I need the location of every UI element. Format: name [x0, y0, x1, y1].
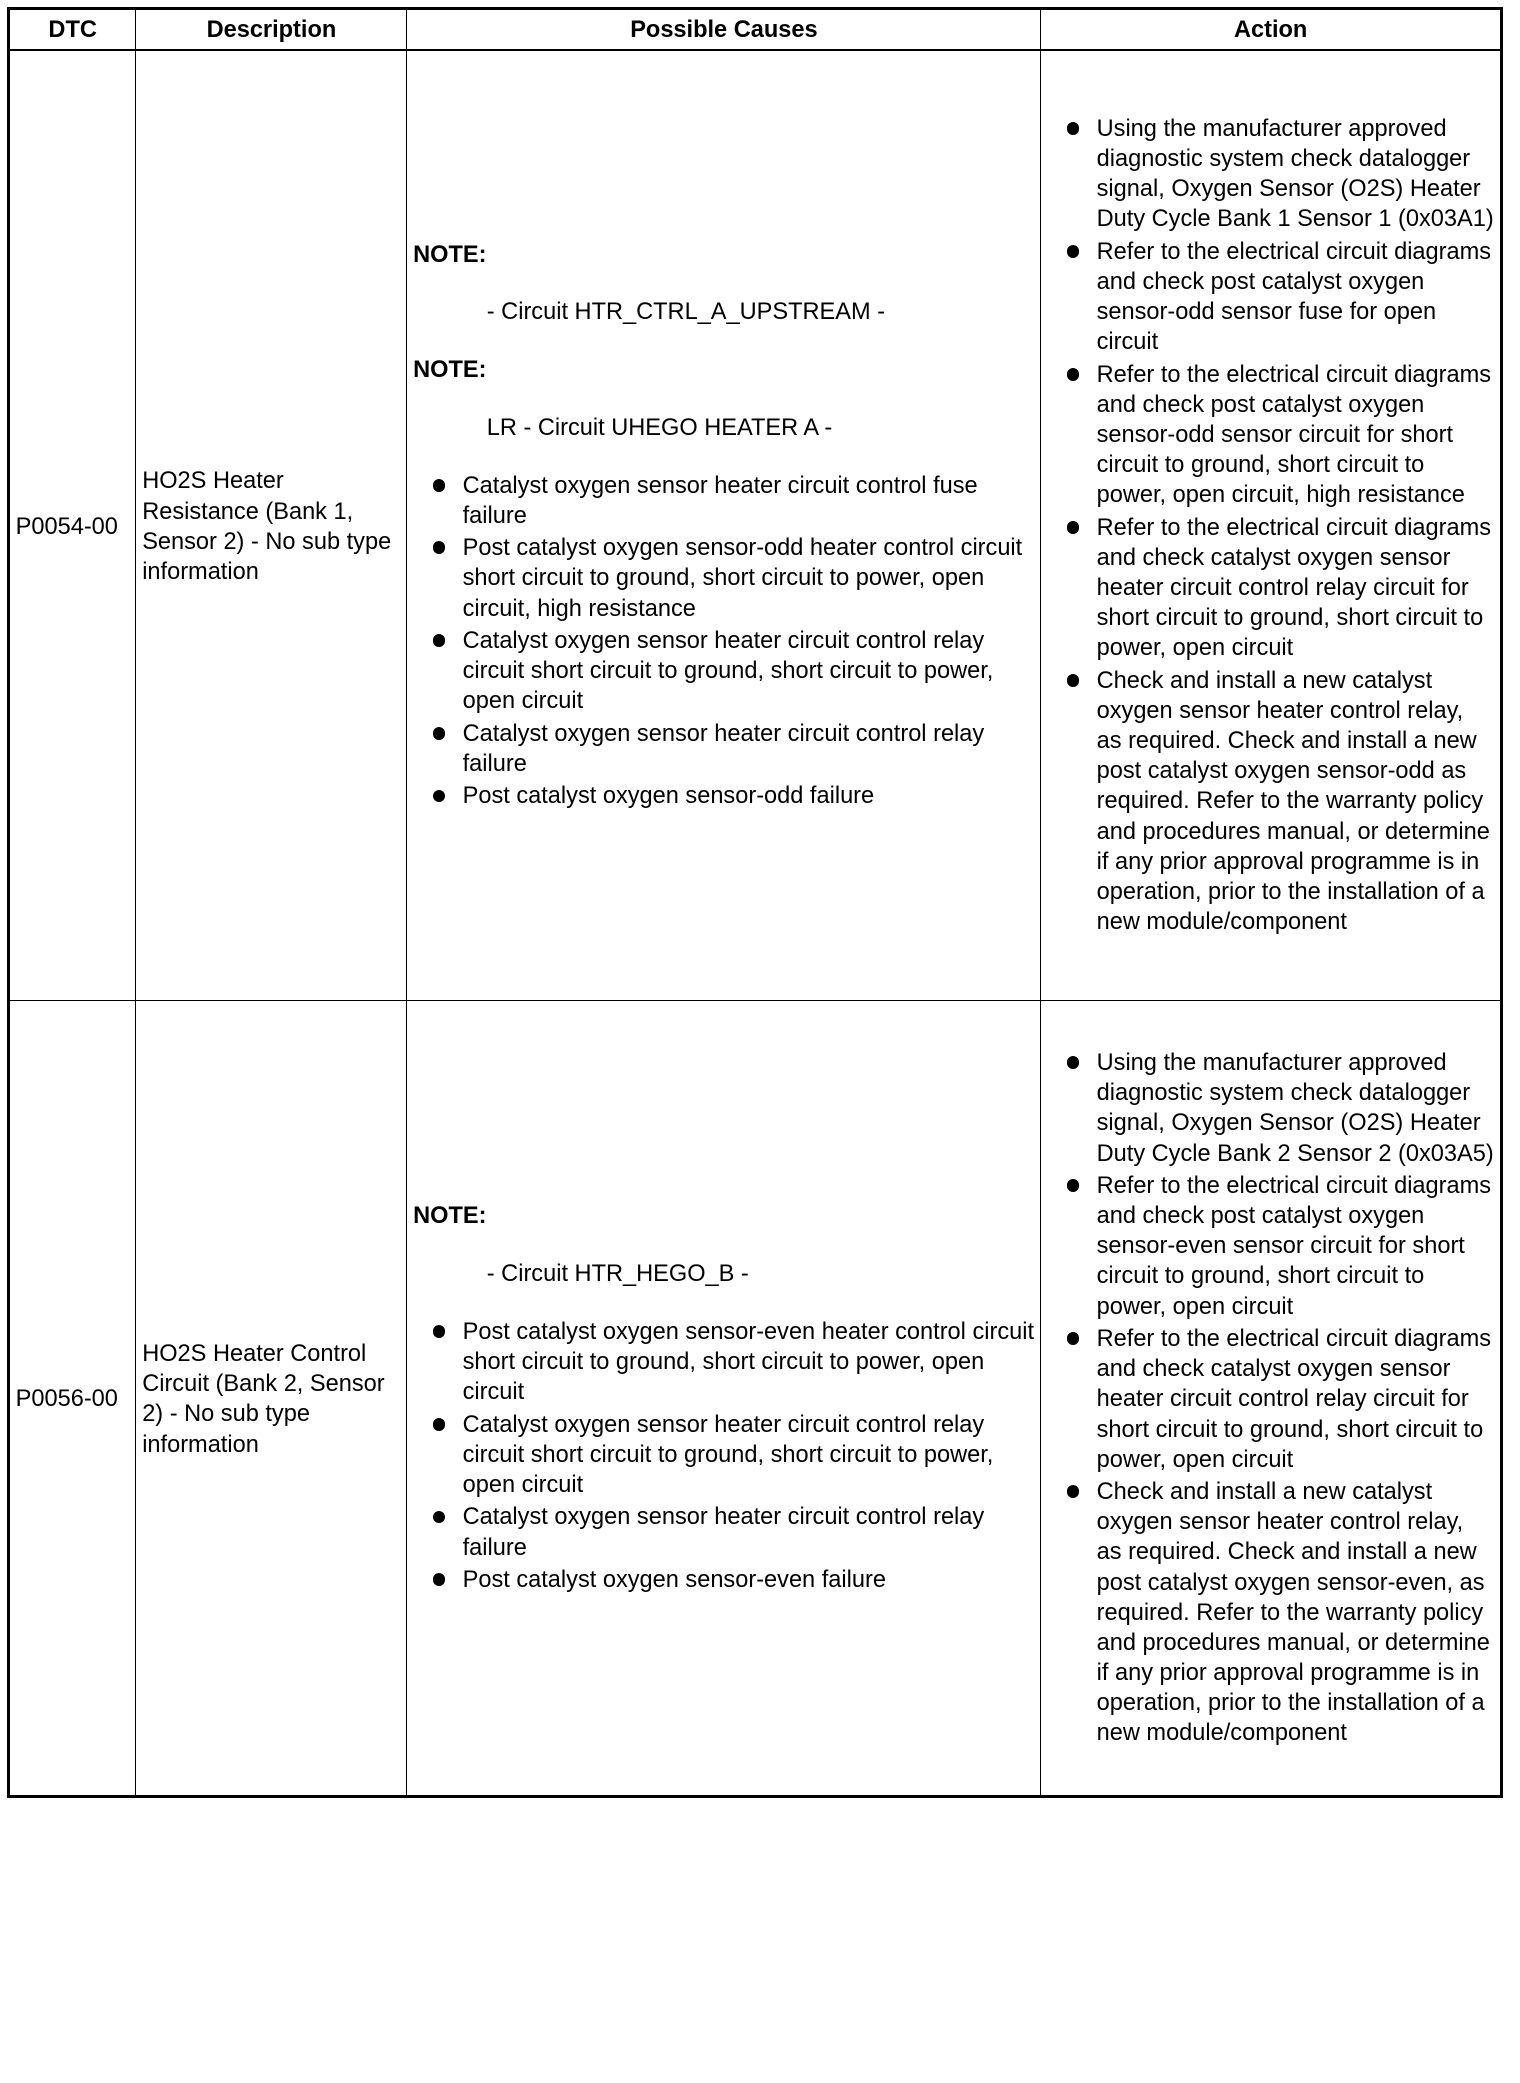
header-description: Description [136, 8, 407, 50]
table-header-row [8, 8, 1501, 50]
action-item: Using the manufacturer approved diagnostic system check datalogger signal, Oxygen Sensor (O2S) Heater Duty Cycle Bank 2 Sensor 2 (0x03A5) [1047, 1047, 1494, 1168]
cause-item: Catalyst oxygen sensor heater circuit control relay circuit short circuit to ground, short circuit to power, open circuit [413, 1409, 1035, 1499]
header-dtc: DTC [8, 8, 136, 50]
dtc-table [7, 7, 1503, 1799]
cause-item: Catalyst oxygen sensor heater circuit control relay failure [413, 718, 1035, 778]
table-row [8, 50, 1501, 1001]
cause-item: Post catalyst oxygen sensor-odd failure [413, 780, 1035, 810]
action-item: Refer to the electrical circuit diagrams and check catalyst oxygen sensor heater circuit control relay circuit for short circuit to ground, short circuit to power, open circuit [1047, 1323, 1494, 1474]
dtc-code: P0056-00 [8, 1001, 136, 1797]
cause-item: Post catalyst oxygen sensor-even failure [413, 1564, 1035, 1594]
note-text: - Circuit HTR_HEGO_B - [486, 1260, 749, 1287]
possible-causes-cell [407, 1001, 1041, 1797]
cause-item: Catalyst oxygen sensor heater circuit control relay circuit short circuit to ground, short circuit to power, open circuit [413, 625, 1035, 715]
dtc-description: HO2S Heater Resistance (Bank 1, Sensor 2) - No sub type information [136, 50, 407, 1001]
note-text: - Circuit HTR_CTRL_A_UPSTREAM - [486, 298, 886, 325]
dtc-description: HO2S Heater Control Circuit (Bank 2, Sensor 2) - No sub type information [136, 1001, 407, 1797]
possible-causes-cell [407, 50, 1041, 1001]
header-possible-causes: Possible Causes [407, 8, 1041, 50]
cause-list [413, 1316, 1035, 1594]
note-label: NOTE: [413, 356, 487, 383]
cause-item: Catalyst oxygen sensor heater circuit control relay failure [413, 1501, 1035, 1561]
cause-item: Post catalyst oxygen sensor-even heater control circuit short circuit to ground, short circuit to power, open circuit [413, 1316, 1035, 1406]
action-item: Check and install a new catalyst oxygen sensor heater control relay, as required. Check and install a new post catalyst oxygen sensor-odd as required. Refer to the warranty policy and procedures manual, or determine if any prior approval programme is in operation, prior to the installation of a new module/component [1047, 665, 1494, 936]
action-item: Refer to the electrical circuit diagrams and check post catalyst oxygen sensor-odd sensor fuse for open circuit [1047, 236, 1494, 357]
action-item: Refer to the electrical circuit diagrams and check post catalyst oxygen sensor-odd sensor circuit for short circuit to ground, short circuit to power, open circuit, high resistance [1047, 359, 1494, 510]
action-list [1047, 1047, 1494, 1747]
table-row [8, 1001, 1501, 1797]
header-action: Action [1041, 8, 1502, 50]
note-label: NOTE: [413, 1202, 487, 1229]
action-item: Check and install a new catalyst oxygen sensor heater control relay, as required. Check and install a new post catalyst oxygen sensor-even, as required. Refer to the warranty policy and procedures manual, or determine if any prior approval programme is in operation, prior to the installation of a new module/component [1047, 1476, 1494, 1747]
dtc-code: P0054-00 [8, 50, 136, 1001]
action-item: Using the manufacturer approved diagnostic system check datalogger signal, Oxygen Sensor (O2S) Heater Duty Cycle Bank 1 Sensor 1 (0x03A1) [1047, 113, 1494, 234]
note-label: NOTE: [413, 240, 487, 267]
action-cell [1041, 1001, 1502, 1797]
action-cell [1041, 50, 1502, 1001]
cause-item: Catalyst oxygen sensor heater circuit control fuse failure [413, 470, 1035, 530]
action-list [1047, 113, 1494, 936]
cause-item: Post catalyst oxygen sensor-odd heater control circuit short circuit to ground, short circuit to power, open circuit, high resistance [413, 532, 1035, 622]
action-item: Refer to the electrical circuit diagrams and check catalyst oxygen sensor heater circuit control relay circuit for short circuit to ground, short circuit to power, open circuit [1047, 512, 1494, 663]
note-text: LR - Circuit UHEGO HEATER A - [486, 413, 833, 440]
action-item: Refer to the electrical circuit diagrams and check post catalyst oxygen sensor-even sensor circuit for short circuit to ground, short circuit to power, open circuit [1047, 1170, 1494, 1321]
cause-list [413, 470, 1035, 811]
